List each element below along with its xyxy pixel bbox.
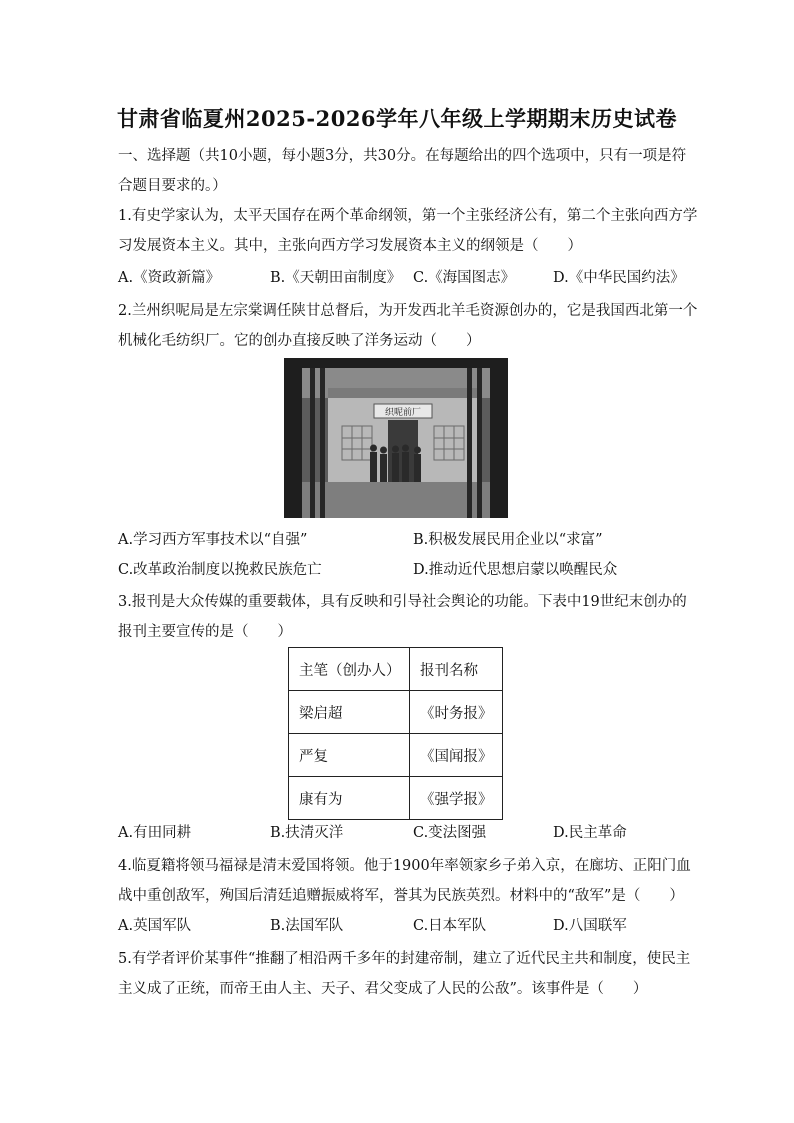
question-4-option-d: D.八国联军 xyxy=(553,918,627,934)
question-3-line-2: 报刊主要宣传的是（ ） xyxy=(118,624,292,640)
question-2-option-a: A.学习西方军事技术以“自强” xyxy=(118,532,308,548)
question-4-line-2: 战中重创敌军，殉国后清廷追赠振威将军，誉其为民族英烈。材料中的“敌军”是（ ） xyxy=(118,888,684,904)
exam-title: 甘肃省临夏州2025-2026学年八年级上学期期末历史试卷 xyxy=(116,106,678,131)
table-cell-founder: 康有为 xyxy=(289,777,410,820)
question-2-line-1: 2.兰州织呢局是左宗棠调任陕甘总督后，为开发西北羊毛资源创办的，它是我国西北第一个 xyxy=(118,303,698,319)
question-3-option-d: D.民主革命 xyxy=(553,825,627,841)
question-3-option-a: A.有田同耕 xyxy=(118,825,192,841)
factory-signboard: 织呢前厂 xyxy=(384,408,422,418)
table-row xyxy=(289,691,503,734)
factory-gate-photo-illustration xyxy=(284,358,508,518)
question-1-option-b: B.《天朝田亩制度》 xyxy=(270,270,402,286)
question-5-line-2: 主义成了正统，而帝王由人主、天子、君父变成了人民的公敌”。该事件是（ ） xyxy=(118,981,648,997)
question-4-option-c: C.日本军队 xyxy=(413,918,487,934)
table-cell-newspaper: 《国闻报》 xyxy=(410,734,503,777)
question-4-option-a: A.英国军队 xyxy=(118,918,192,934)
question-4-line-1: 4.临夏籍将领马福禄是清末爱国将领。他于1900年率领家乡子弟入京，在廊坊、正阳门血 xyxy=(118,858,691,874)
question-2-option-c: C.改革政治制度以挽救民族危亡 xyxy=(118,562,322,578)
table-header-newspaper: 报刊名称 xyxy=(410,648,503,691)
question-2-option-b: B.积极发展民用企业以“求富” xyxy=(413,532,603,548)
question-2-option-d: D.推动近代思想启蒙以唤醒民众 xyxy=(413,562,618,578)
question-3-line-1: 3.报刊是大众传媒的重要载体，具有反映和引导社会舆论的功能。下表中19世纪末创办的 xyxy=(118,594,687,610)
question-2-line-2: 机械化毛纺织厂。它的创办直接反映了洋务运动（ ） xyxy=(118,333,481,349)
question-1-option-a: A.《资政新篇》 xyxy=(118,270,221,286)
table-header-founder: 主笔（创办人） xyxy=(289,648,410,691)
question-3-option-c: C.变法图强 xyxy=(413,825,487,841)
question-4-option-b: B.法国军队 xyxy=(270,918,344,934)
section-instruction-line-2: 合题目要求的。） xyxy=(118,178,227,194)
table-row xyxy=(289,734,503,777)
question-1-line-1: 1.有史学家认为，太平天国存在两个革命纲领，第一个主张经济公有，第二个主张向西方学 xyxy=(118,208,698,224)
table-cell-founder: 严复 xyxy=(289,734,410,777)
table-row xyxy=(289,777,503,820)
question-1-line-2: 习发展资本主义。其中，主张向西方学习发展资本主义的纲领是（ ） xyxy=(118,238,582,254)
table-cell-newspaper: 《强学报》 xyxy=(410,777,503,820)
question-1-option-c: C.《海国图志》 xyxy=(413,270,516,286)
question-1-option-d: D.《中华民国约法》 xyxy=(553,270,685,286)
newspaper-table xyxy=(288,647,503,820)
factory-gate-photo xyxy=(284,358,508,518)
question-5-line-1: 5.有学者评价某事件“推翻了相沿两千多年的封建帝制，建立了近代民主共和制度，使民主 xyxy=(118,951,691,967)
section-instruction-line-1: 一、选择题（共10小题，每小题3分，共30分。在每题给出的四个选项中，只有一项是符 xyxy=(118,148,687,164)
table-header-row xyxy=(289,648,503,691)
question-3-option-b: B.扶清灭洋 xyxy=(270,825,344,841)
table-cell-newspaper: 《时务报》 xyxy=(410,691,503,734)
table-cell-founder: 梁启超 xyxy=(289,691,410,734)
